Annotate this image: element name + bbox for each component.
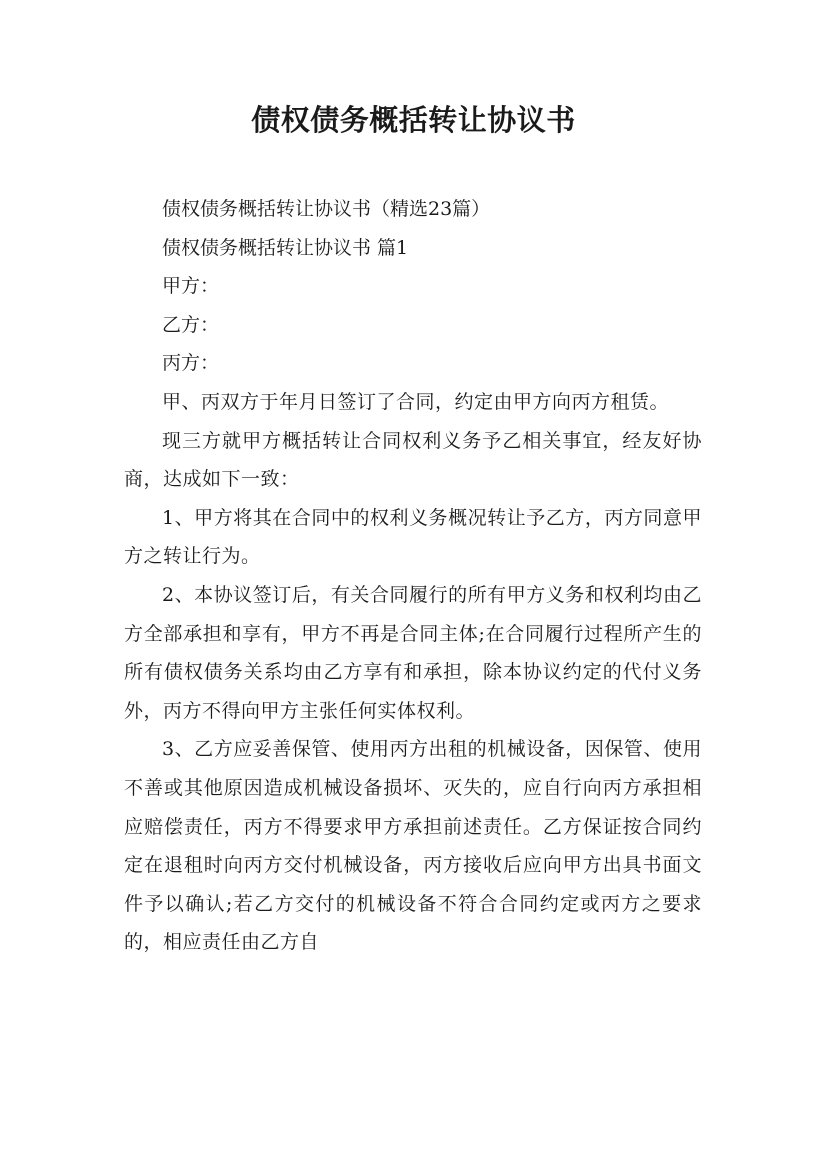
party-c-label: 丙方： (162, 352, 220, 375)
party-b-label: 乙方： (162, 313, 220, 336)
document-body (124, 190, 702, 962)
party-a-label: 甲方： (162, 275, 220, 298)
document-title: 债权债务概括转让协议书 (251, 103, 576, 137)
paragraph-clause-2: 2、本协议签订后，有关合同履行的所有甲方义务和权利均由乙方全部承担和享有，甲方不再是合同主体;在合同履行过程所产生的所有债权债务关系均由乙方享有和承担，除本协议约定的代付义务外，丙方不得向甲方主张任何实体权利。 (124, 583, 702, 722)
section-heading: 债权债务概括转让协议书 篇1 (162, 236, 409, 259)
paragraph-clause-1: 1、甲方将其在合同中的权利义务概况转让予乙方，丙方同意甲方之转让行为。 (124, 506, 702, 568)
subtitle-line: 债权债务概括转让协议书（精选23篇） (162, 198, 491, 220)
paragraph-agreement-intro: 现三方就甲方概括转让合同权利义务予乙相关事宜，经友好协商，达成如下一致： (124, 429, 702, 491)
paragraph-clause-3: 3、乙方应妥善保管、使用丙方出租的机械设备，因保管、使用不善或其他原因造成机械设备损坏、灭失的，应自行向丙方承担相应赔偿责任，丙方不得要求甲方承担前述责任。乙方保证按合同约定在退租时向丙方交付机械设备，丙方接收后应向甲方出具书面文件予以确认;若乙方交付的机械设备不符合合同约定或丙方之要求的，相应责任由乙方自 (124, 738, 702, 954)
paragraph-contract-background: 甲、丙双方于年月日签订了合同，约定由甲方向丙方租赁。 (162, 390, 670, 413)
